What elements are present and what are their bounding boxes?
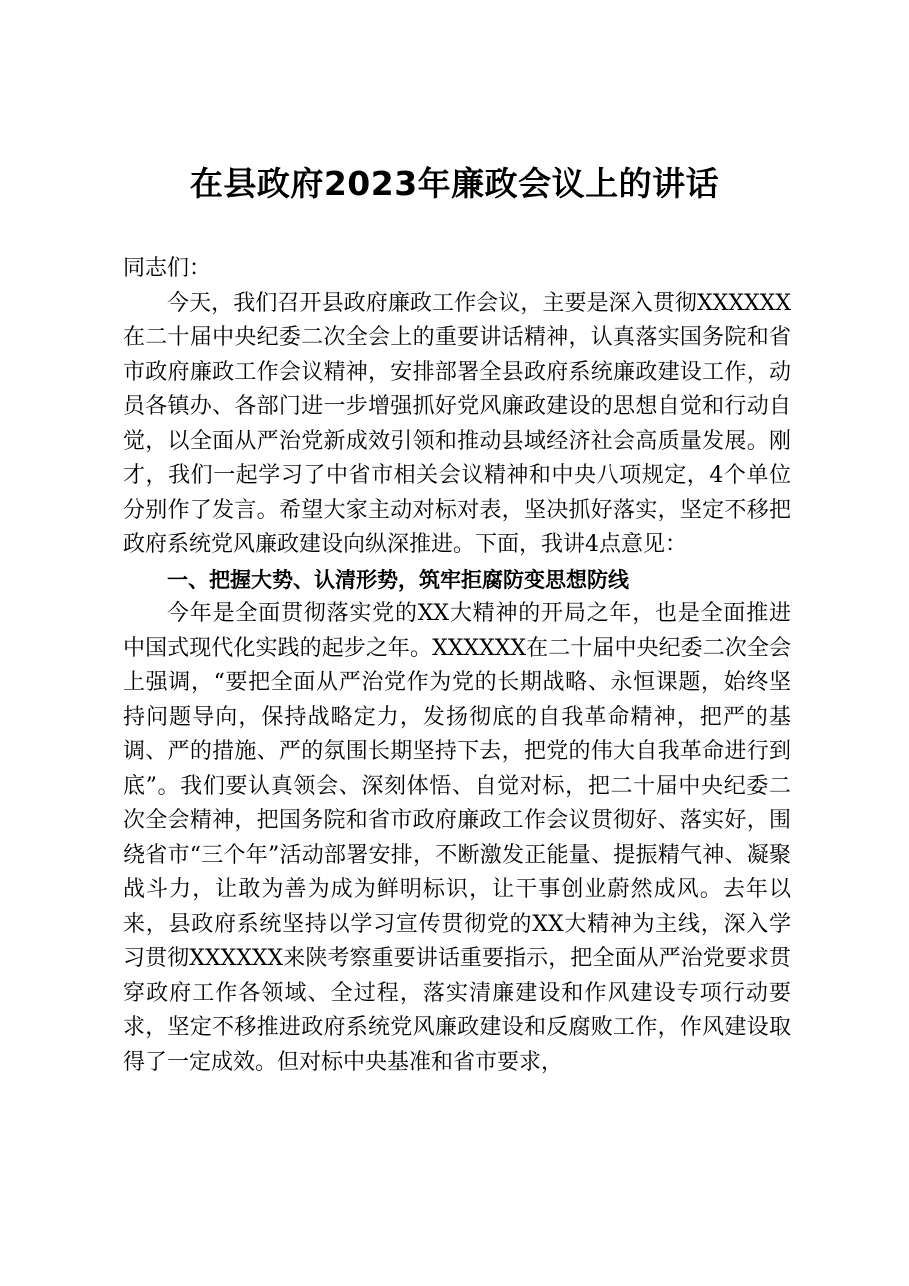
intro-paragraph: 今天，我们召开县政府廉政工作会议，主要是深入贯彻XXXXXX在二十届中央纪委二次全会上的重要讲话精神，认真落实国务院和省市政府廉政工作会议精神，安排部署全县政府系统廉政建设工作，动员各镇办、各部门进一步增强抓好党风廉政建设的思想自觉和行动自觉，以全面从严治党新成效引领和推动县域经济社会高质量发展。刚才，我们一起学习了中省市相关会议精神和中央八项规定，4个单位分别作了发言。希望大家主动对标对表，坚决抓好落实，坚定不移把政府系统党风廉政建设向纵深推进。下面，我讲4点意见： bbox=[123, 290, 791, 557]
salutation: 同志们： bbox=[123, 256, 212, 281]
document-body bbox=[123, 252, 791, 1080]
section-heading: 一、把握大势、认清形势，筑牢拒腐防变思想防线 bbox=[167, 567, 629, 592]
section-paragraph: 今年是全面贯彻落实党的XX大精神的开局之年，也是全面推进中国式现代化实践的起步之年。XXXXXX在二十届中央纪委二次全会上强调，“要把全面从严治党作为党的长期战略、永恒课题，始终坚持问题导向，保持战略定力，发扬彻底的自我革命精神，把严的基调、严的措施、严的氛围长期坚持下去，把党的伟大自我革命进行到底”。我们要认真领会、深刻体悟、自觉对标，把二十届中央纪委二次全会精神，把国务院和省市政府廉政工作会议贯彻好、落实好，围绕省市“三个年”活动部署安排，不断激发正能量、提振精气神、凝聚战斗力，让敢为善为成为鲜明标识，让干事创业蔚然成风。去年以来，县政府系统坚持以学习宣传贯彻党的XX大精神为主线，深入学习贯彻XXXXXX来陕考察重要讲话重要指示，把全面从严治党要求贯穿政府工作各领域、全过程，落实清廉建设和作风建设专项行动要求，坚定不移推进政府系统党风廉政建设和反腐败工作，作风建设取得了一定成效。但对标中央基准和省市要求， bbox=[123, 601, 791, 1075]
document-title: 在县政府2023年廉政会议上的讲话 bbox=[189, 164, 720, 203]
